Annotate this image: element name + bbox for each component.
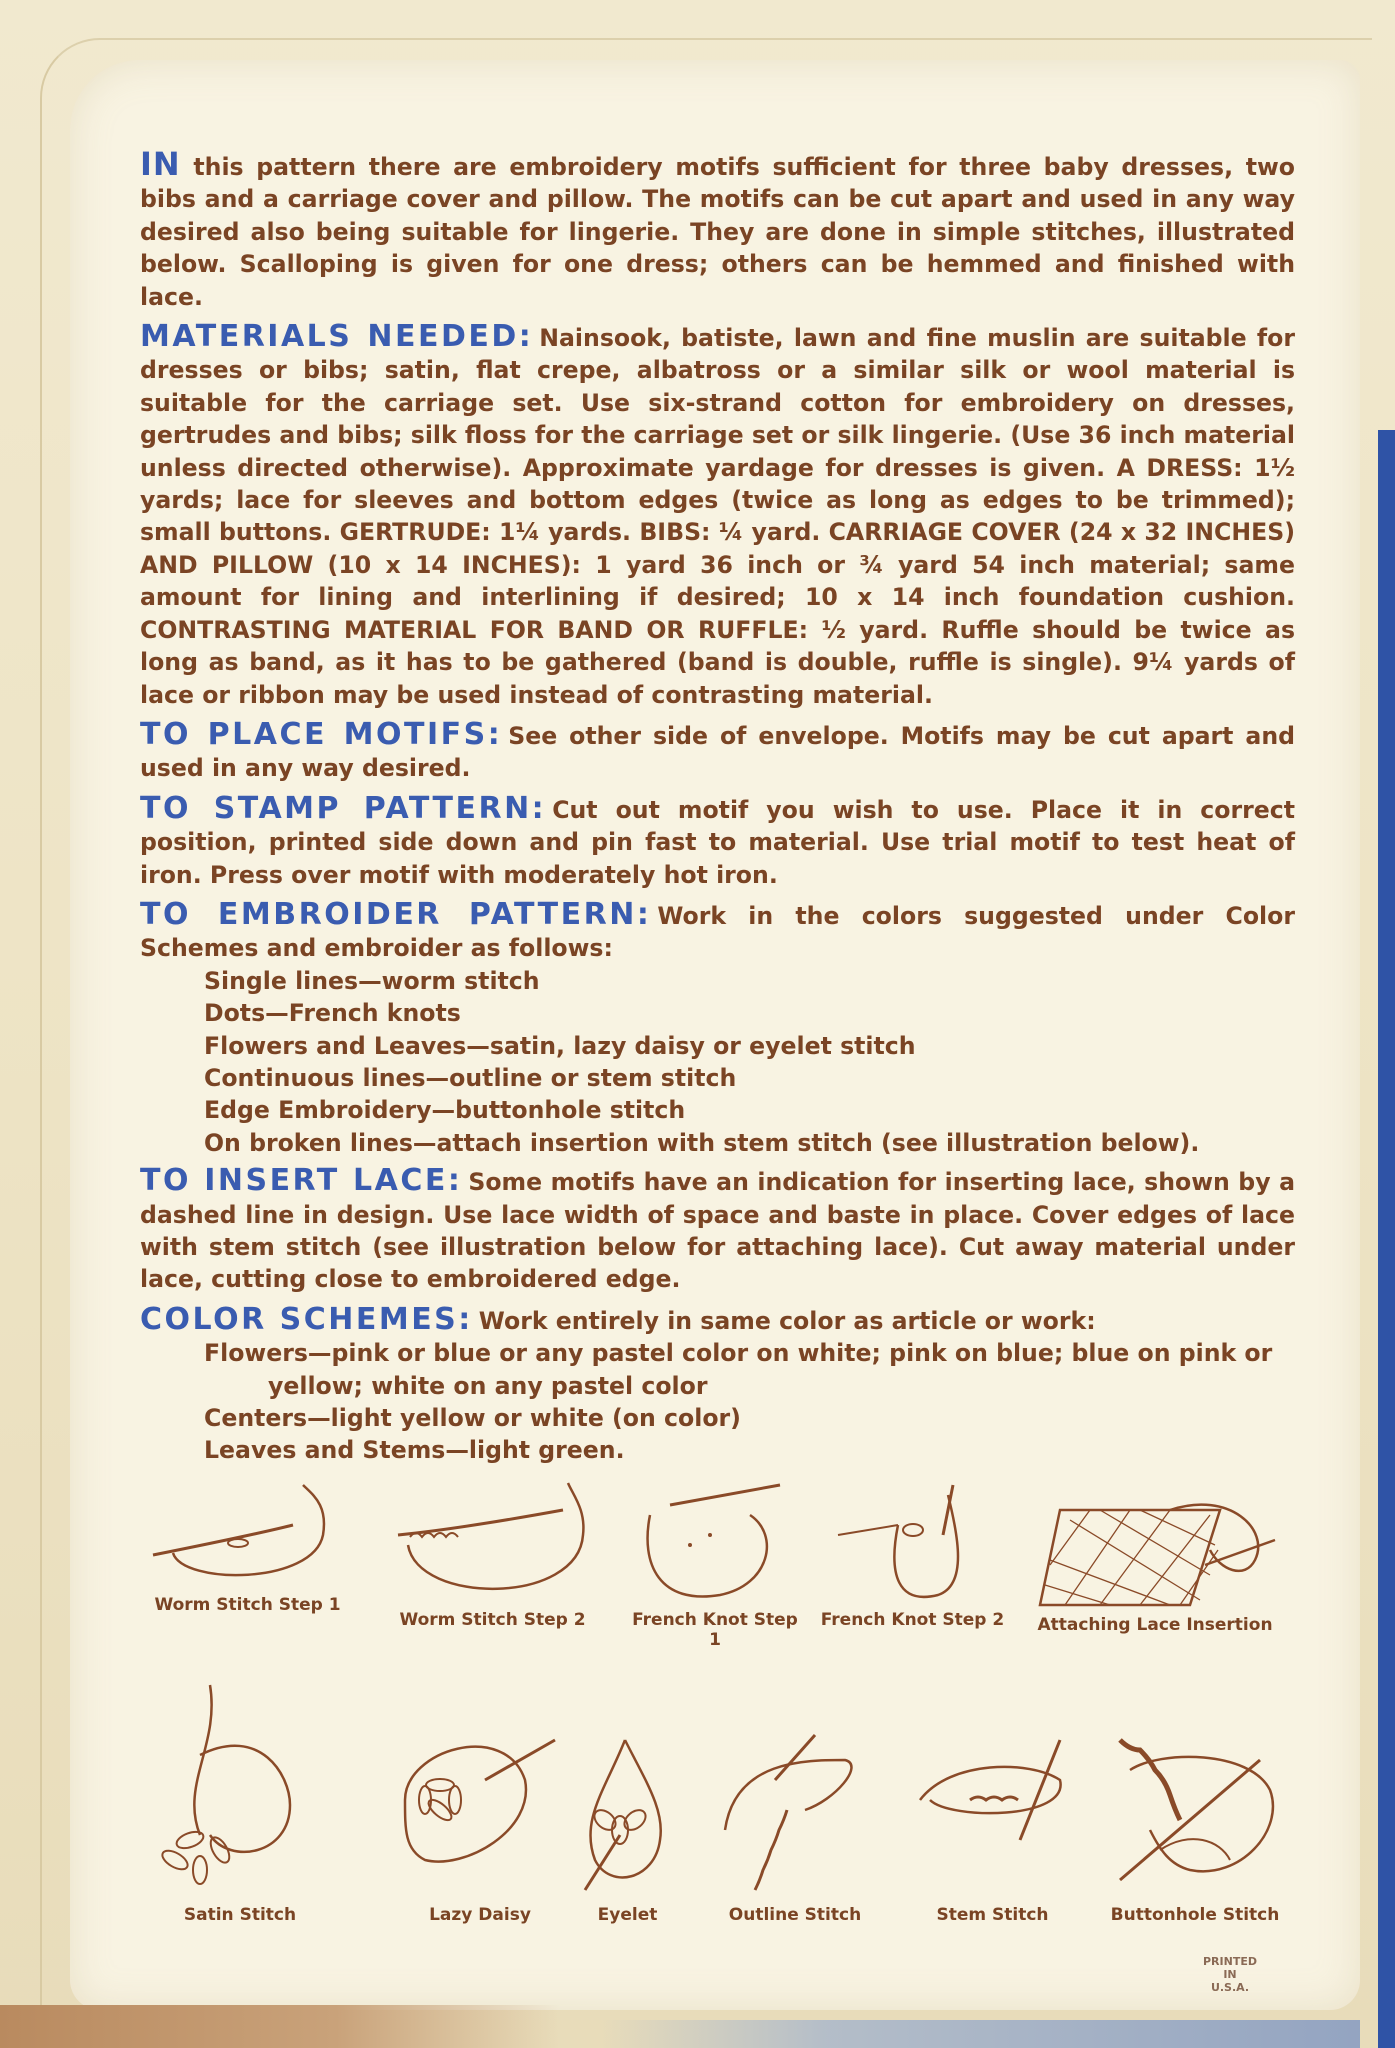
figure-caption: Lazy Daisy [429, 1905, 531, 1925]
intro-text: this pattern there are embroidery motifs sufficient for three baby dresses, two bibs and a carriage cover and pillow. The motifs can be cut apart and used in any way desired also being suitable for lingerie. They are done in simple stitches, illustrated below. Scalloping is given for one dress; others can be hemmed and finished with lace. [140, 153, 1295, 311]
blue-edge-band [1378, 430, 1395, 2048]
lazy-daisy-illustration [385, 1720, 575, 1905]
figure-caption: Buttonhole Stitch [1110, 1905, 1280, 1925]
list-item: Continuous lines—outline or stem stitch [204, 1063, 737, 1092]
materials-text: Nainsook, batiste, lawn and fine muslin are suitable for dresses or bibs; satin, flat crepe, albatross or a similar silk or wool material is suitable for the carriage set. Use six-strand cotton for embroidery on dresses, gertrudes and bibs; silk floss for the carriage set or silk lingerie. (Use 36 inch material unless directed otherwise). Approximate yardage for dresses is given. A DRESS: 1½ yards; lace for sleeves and bottom edges (twice as long as edges to be trimmed); small buttons. GERTRUDE: 1¼ yards. BIBS: ¼ yard. CARRIAGE COVER (24 x 32 INCHES) AND PILLOW (10 x 14 INCHES): 1 yard 36 inch or ¾ yard 54 inch material; same amount for lining and interlining if desired; 10 x 14 inch foundation cushion. CONTRASTING MATERIAL FOR BAND OR RUFFLE: ½ yard. Ruffle should be twice as long as band, as it has to be gathered (band is double, ruffle is single). 9¼ yards of lace or ribbon may be used instead of contrasting material. [140, 324, 1295, 709]
figure-caption: Worm Stitch Step 1 [154, 1595, 341, 1615]
buttonhole-stitch-figure [1100, 1720, 1290, 1925]
list-item: yellow; white on any pastel color [268, 1371, 708, 1400]
worm-stitch-step-2-illustration [388, 1475, 598, 1610]
embroider-paragraph [140, 896, 1295, 965]
place-text: See other side of envelope. Motifs may be cut apart and used in any way desired. [140, 721, 1295, 783]
list-item: Edge Embroidery—buttonhole stitch [204, 1096, 686, 1125]
list-item: On broken lines—attach insertion with stem stitch (see illustration below). [204, 1128, 1200, 1157]
outline-stitch-illustration [715, 1720, 875, 1905]
french-knot-step-1-illustration [630, 1475, 800, 1610]
embroider-text: Work in the colors suggested under Color Schemes and embroider as follows: [140, 901, 1295, 963]
embroider-list [140, 965, 1295, 1159]
french-knot-step-2-figure [820, 1475, 1005, 1630]
place-heading: TO PLACE MOTIFS: [140, 716, 503, 752]
embroider-heading: TO EMBROIDER PATTERN: [140, 896, 652, 932]
figure-caption: Eyelet [597, 1905, 658, 1925]
outline-stitch-figure [715, 1720, 875, 1925]
materials-heading: MATERIALS NEEDED: [140, 319, 534, 355]
figure-caption: French Knot Step 2 [820, 1610, 1005, 1630]
stamp-line: IN [1223, 1968, 1237, 1981]
instructions-text [140, 145, 1296, 1473]
stamp-heading: TO STAMP PATTERN: [140, 790, 547, 826]
satin-stitch-illustration [140, 1665, 340, 1905]
stamp-line: PRINTED [1203, 1955, 1257, 1968]
figure-caption: Worm Stitch Step 2 [399, 1610, 586, 1630]
stem-stitch-figure [910, 1720, 1075, 1925]
lace-paragraph [140, 1165, 1295, 1296]
figure-caption: Satin Stitch [183, 1905, 297, 1925]
worm-stitch-step-1-illustration [143, 1475, 353, 1595]
list-item: Centers—light yellow or white (on color) [204, 1404, 741, 1433]
intro-paragraph [140, 145, 1295, 313]
colors-paragraph [140, 1301, 1295, 1337]
stamp-paragraph [140, 790, 1296, 891]
materials-paragraph [140, 321, 1295, 711]
worm-stitch-step-2-figure [385, 1475, 600, 1630]
worm-stitch-step-1-figure [140, 1475, 355, 1615]
intro-lead: IN [140, 145, 181, 183]
eyelet-figure [565, 1720, 690, 1925]
figure-caption: French Knot Step 1 [632, 1610, 798, 1650]
list-item: Leaves and Stems—light green. [204, 1436, 625, 1465]
colors-text: Work entirely in same color as article or work: [478, 1306, 1096, 1335]
lazy-daisy-figure [385, 1720, 575, 1925]
list-item: Dots—French knots [204, 999, 461, 1028]
satin-stitch-figure [140, 1665, 340, 1925]
stamp-line: U.S.A. [1210, 1981, 1250, 1994]
lace-heading: TO INSERT LACE: [140, 1163, 463, 1199]
figure-caption: Attaching Lace Insertion [1037, 1615, 1273, 1635]
colors-heading: COLOR SCHEMES: [140, 1301, 473, 1337]
figure-caption: Outline Stitch [728, 1905, 862, 1925]
stamp-text: Cut out motif you wish to use. Place it in correct position, printed side down and pin fast to material. Use trial motif to test heat of iron. Press over motif with moderately hot iron. [140, 795, 1296, 889]
printed-in-usa-stamp [1185, 1955, 1275, 1994]
list-item: Flowers and Leaves—satin, lazy daisy or eyelet stitch [204, 1031, 916, 1060]
buttonhole-stitch-illustration [1100, 1720, 1290, 1905]
french-knot-step-1-figure [625, 1475, 805, 1650]
list-item: Flowers—pink or blue or any pastel color on white; pink on blue; blue on pink or [204, 1339, 1273, 1368]
list-item: Single lines—worm stitch [204, 966, 540, 995]
eyelet-illustration [565, 1720, 690, 1905]
place-paragraph [140, 716, 1295, 785]
stem-stitch-illustration [910, 1720, 1075, 1905]
french-knot-step-2-illustration [828, 1475, 998, 1610]
bottom-brown-strip [0, 2005, 560, 2048]
attaching-lace-insertion-illustration [1030, 1490, 1280, 1615]
figure-caption: Stem Stitch [936, 1905, 1049, 1925]
colors-list [140, 1337, 1295, 1467]
lace-text: Some motifs have an indication for inserting lace, shown by a dashed line in design. Use lace width of space and baste in place. Cover edges of lace with stem stitch (see illustration below for attaching lace). Cut away material under lace, cutting close to embroidered edge. [140, 1168, 1295, 1294]
attaching-lace-insertion-figure [1030, 1490, 1280, 1635]
bottom-blue-strip [600, 2020, 1360, 2048]
